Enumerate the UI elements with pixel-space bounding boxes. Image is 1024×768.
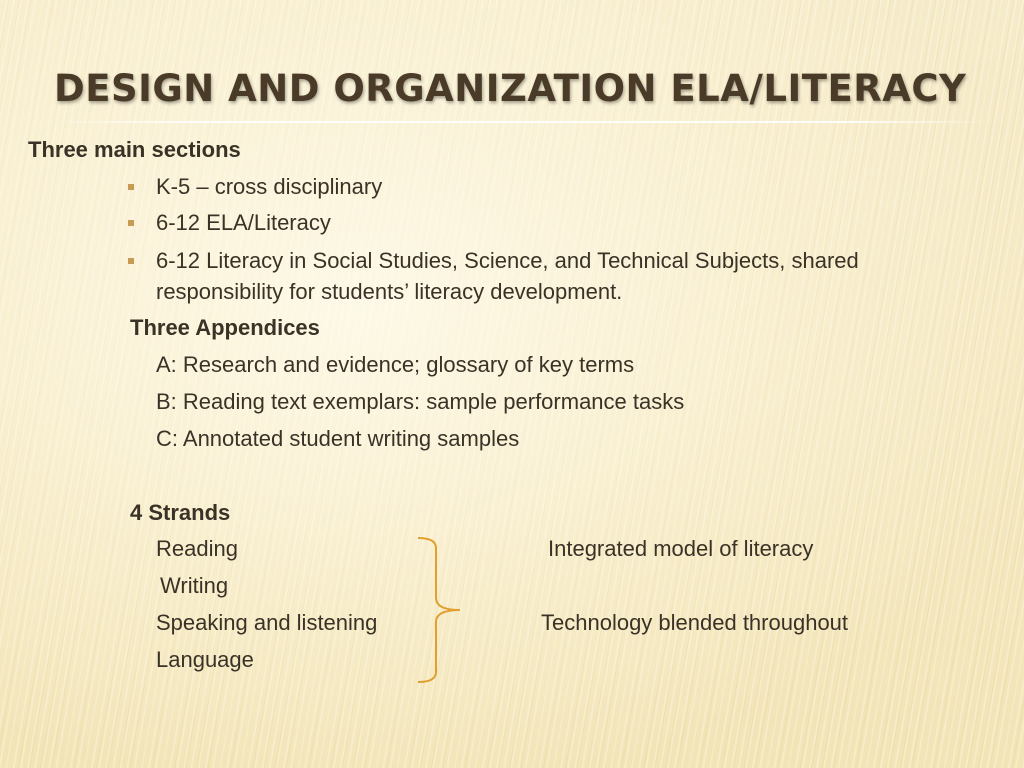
slide-title: DESIGN AND ORGANIZATION ELA/LITERACY — [54, 67, 967, 110]
title-underline — [52, 121, 992, 123]
strands-heading: 4 Strands — [130, 500, 231, 525]
strands-note: Integrated model of literacy — [548, 536, 814, 561]
strands-note: Technology blended throughout — [541, 610, 849, 635]
appendix-item: B: Reading text exemplars: sample performance tasks — [156, 389, 685, 414]
appendix-item: C: Annotated student writing samples — [156, 426, 520, 451]
section-item-continued: responsibility for students’ literacy development. — [156, 279, 623, 304]
strand-item: Reading — [156, 536, 238, 561]
strand-item: Writing — [160, 573, 229, 598]
bullet-icon — [128, 184, 134, 190]
section-item: 6-12 Literacy in Social Studies, Science, and Technical Subjects, shared — [156, 248, 859, 273]
right-brace-icon — [414, 536, 466, 686]
sections-heading: Three main sections — [28, 137, 241, 162]
bullet-icon — [128, 258, 134, 264]
appendices-heading: Three Appendices — [130, 315, 320, 340]
strand-item: Language — [156, 647, 254, 672]
strand-item: Speaking and listening — [156, 610, 378, 635]
section-item: 6-12 ELA/Literacy — [156, 210, 331, 235]
section-item: K-5 – cross disciplinary — [156, 174, 383, 199]
bullet-icon — [128, 220, 134, 226]
appendix-item: A: Research and evidence; glossary of key terms — [156, 352, 635, 377]
